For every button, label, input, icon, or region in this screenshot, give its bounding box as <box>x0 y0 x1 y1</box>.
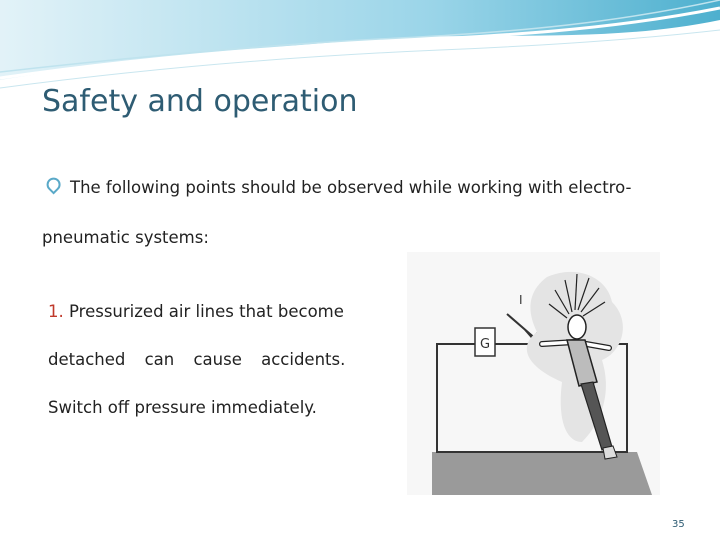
person-head <box>568 315 586 339</box>
slide-title: Safety and operation <box>42 84 358 119</box>
bullet-text: The following points should be observed while working with electro- <box>70 178 632 197</box>
bullet-text-continuation: pneumatic systems: <box>42 228 209 247</box>
line-marker-label: I <box>519 293 523 307</box>
item-text-line1: Pressurized air lines that become <box>69 302 344 321</box>
numbered-item <box>48 302 344 321</box>
item-number: 1. <box>48 302 64 321</box>
page-number: 35 <box>672 519 685 530</box>
item-text-line2: detached can cause accidents. <box>48 350 346 369</box>
open-bullet-icon <box>44 175 64 195</box>
gauge-label: G <box>479 337 491 352</box>
item-text-line3: Switch off pressure immediately. <box>48 398 317 417</box>
floor-shape <box>432 452 652 495</box>
header-wave-decoration <box>0 0 720 90</box>
bullet-point <box>48 178 631 197</box>
accident-illustration <box>407 252 660 495</box>
